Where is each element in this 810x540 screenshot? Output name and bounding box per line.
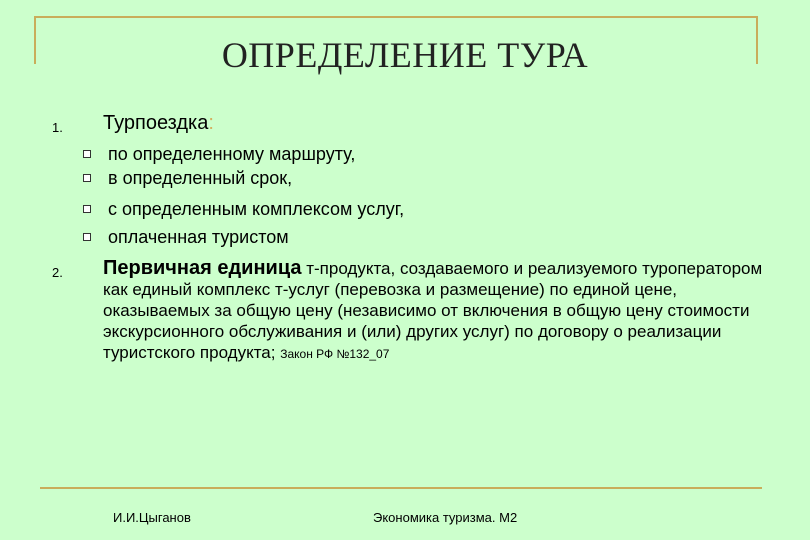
item2-heading: Первичная единица [103, 257, 302, 279]
bullet-item [108, 226, 289, 248]
bullet-item [108, 143, 355, 165]
item2-number: 2. [52, 265, 63, 280]
square-bullet-icon [83, 233, 91, 241]
footer-author: И.И.Цыганов [113, 510, 191, 525]
bullet-text: по определенному маршруту, [108, 144, 356, 164]
item1-heading [103, 112, 214, 135]
slide-title: ОПРЕДЕЛЕНИЕ ТУРА [221, 35, 589, 75]
bullet-text: оплаченная туристом [108, 227, 289, 247]
square-bullet-icon [83, 174, 91, 182]
footer-course: Экономика туризма. М2 [373, 510, 518, 525]
item1-number: 1. [52, 120, 63, 135]
item2-paragraph [103, 258, 783, 365]
frame-top-rule [34, 16, 758, 18]
law-reference: Закон РФ №132_07 [280, 347, 390, 361]
square-bullet-icon [83, 205, 91, 213]
bullet-item [108, 198, 404, 220]
item1-heading-text: Турпоездка [103, 112, 209, 134]
square-bullet-icon [83, 150, 91, 158]
bullet-text: с определенным комплексом услуг, [108, 199, 405, 219]
frame-bottom-rule [40, 487, 762, 489]
item1-heading-colon: : [208, 112, 214, 134]
bullet-text: в определенный срок, [108, 168, 293, 188]
item2-first-line: т-продукта, создаваемого и реализуемого [301, 259, 638, 278]
bullet-item [108, 167, 292, 189]
item2-body: туроператором как единый комплекс т-услуг (перевозка и размещение) по единой цене, оказываемых за общую цену (независимо от включения в общую цену стоимости экскурсионного обслуживания и (или) других услуг) по договору о реализации туристского продукта; [103, 259, 763, 362]
